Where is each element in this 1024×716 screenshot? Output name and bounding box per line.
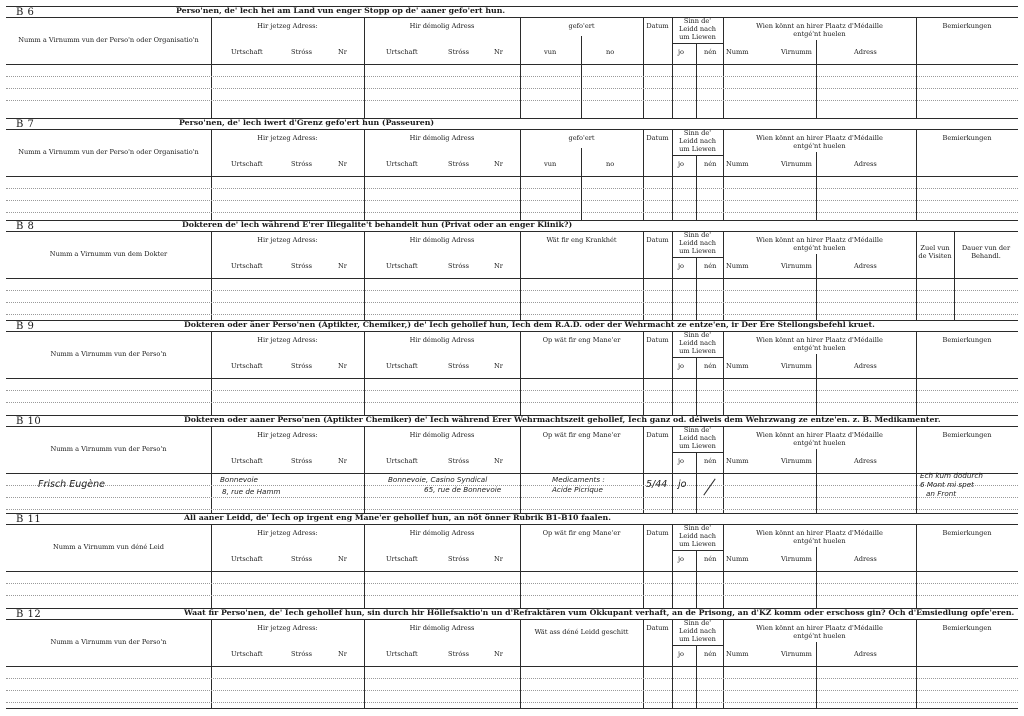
- header-rule: [6, 17, 1018, 18]
- write-in-line: [6, 188, 1018, 189]
- current-address-label: Hir jetzeg Adress:: [257, 529, 318, 537]
- column-divider: [211, 427, 212, 513]
- entry-remarks-3: an Front: [926, 489, 957, 498]
- write-in-line: [6, 88, 1018, 89]
- suffered-label-1: Sinn de': [683, 524, 712, 532]
- yes-label: jo: [678, 457, 685, 465]
- suffered-label-1: Sinn de': [683, 129, 712, 137]
- section-code: B 12: [16, 609, 42, 620]
- column-divider: [520, 18, 521, 118]
- address-label: Adress: [854, 457, 877, 465]
- write-in-line: [6, 290, 1018, 291]
- no-label: nén: [704, 48, 717, 56]
- sheet-bottom-rule: [6, 708, 1018, 709]
- data-area-rule: [6, 473, 1018, 474]
- name-column-label: Numm a Virnumm vun dem Dokter: [49, 250, 168, 258]
- number-label: Nr: [494, 555, 503, 563]
- no-label: nén: [704, 362, 717, 370]
- yes-no-divider: [696, 645, 697, 708]
- header-rule: [6, 129, 1018, 130]
- suffered-label-1: Sinn de': [683, 331, 712, 339]
- form-section-11: [6, 513, 1018, 608]
- last-name-label: Numm: [726, 262, 749, 270]
- section-title: All aaner Leidd, de' Iech op irgent eng Mane'er gehollef hun, an nöt önner Rubrik B1-B10 faalen.: [184, 513, 611, 522]
- section-code: B 11: [16, 514, 42, 525]
- form-section-8: [6, 220, 1018, 320]
- entry-remarks-1: Ech kum dodurch: [920, 471, 983, 480]
- first-name-label: Virnumm: [781, 362, 812, 370]
- no-label: nén: [704, 457, 717, 465]
- then-address-label: Hir démolig Adress: [409, 336, 475, 344]
- suffered-label-2: Leidd nach: [678, 532, 717, 540]
- place-label: Urtschaft: [386, 262, 418, 270]
- then-address-label: Hir démolig Adress: [409, 22, 475, 30]
- no-label: nén: [704, 262, 717, 270]
- place-label: Urtschaft: [386, 362, 418, 370]
- street-label: Stróss: [291, 160, 313, 168]
- column-divider: [643, 232, 644, 320]
- header-rule: [6, 331, 1018, 332]
- number-label: Nr: [338, 48, 347, 56]
- witness-label-2: entgé'nt huelen: [793, 142, 846, 150]
- column-divider: [520, 130, 521, 220]
- column-divider: [211, 18, 212, 118]
- form-section-9: [6, 320, 1018, 415]
- from-label: vun: [544, 160, 557, 168]
- witness-label-2: entgé'nt huelen: [793, 632, 846, 640]
- remarks-label: Bemierkungen: [942, 529, 992, 537]
- yes-no-divider: [696, 155, 697, 220]
- suffered-label-3: um Liewen: [679, 247, 716, 255]
- header-rule: [6, 524, 1018, 525]
- place-label: Urtschaft: [231, 48, 263, 56]
- place-label: Urtschaft: [386, 457, 418, 465]
- date-label: Datum: [646, 134, 669, 142]
- data-area-rule: [6, 278, 1018, 279]
- date-label: Datum: [646, 22, 669, 30]
- purpose-label: Op wät fir eng Mane'er: [542, 431, 621, 439]
- write-in-line: [6, 583, 1018, 584]
- section-code: B 7: [16, 119, 35, 130]
- number-label: Nr: [338, 362, 347, 370]
- street-label: Stróss: [448, 160, 470, 168]
- first-name-label: Virnumm: [781, 160, 812, 168]
- led-label: gefo'ert: [568, 134, 595, 142]
- led-label: gefo'ert: [568, 22, 595, 30]
- address-label: Adress: [854, 650, 877, 658]
- place-label: Urtschaft: [231, 555, 263, 563]
- witness-label-1: Wien könnt an hirer Plaatz d'Médaille: [756, 236, 883, 244]
- form-section-12: [6, 608, 1018, 708]
- address-label: Adress: [854, 160, 877, 168]
- witness-label-1: Wien könnt an hirer Plaatz d'Médaille: [756, 431, 883, 439]
- first-name-label: Virnumm: [781, 555, 812, 563]
- entry-means-2: Acide Picrique: [552, 485, 603, 494]
- street-label: Stróss: [291, 555, 313, 563]
- yes-no-divider: [696, 452, 697, 513]
- number-label: Nr: [338, 555, 347, 563]
- address-label: Adress: [854, 362, 877, 370]
- suffered-label-3: um Liewen: [679, 33, 716, 41]
- then-address-label: Hir démolig Adress: [409, 624, 475, 632]
- column-divider: [211, 232, 212, 320]
- suffered-label-2: Leidd nach: [678, 339, 717, 347]
- data-area-rule: [6, 571, 1018, 572]
- suffered-sub-rule: [672, 357, 723, 358]
- section-title: Perso'nen, de' lech iwert d'Grenz gefo'ert hun (Passeuren): [179, 118, 435, 127]
- number-label: Nr: [338, 262, 347, 270]
- write-in-line: [6, 200, 1018, 201]
- write-in-line: [6, 100, 1018, 101]
- section-top-rule: [6, 118, 1018, 119]
- witness-label-2: entgé'nt huelen: [793, 344, 846, 352]
- number-label: Nr: [338, 650, 347, 658]
- yes-label: jo: [678, 555, 685, 563]
- suffered-sub-rule: [672, 645, 723, 646]
- street-label: Stróss: [291, 262, 313, 270]
- from-to-divider: [581, 36, 582, 118]
- then-address-label: Hir démolig Adress: [409, 134, 475, 142]
- yes-no-divider: [696, 357, 697, 415]
- place-label: Urtschaft: [386, 555, 418, 563]
- name-column-label: Numm a Virnumm vun der Perso'n: [50, 445, 167, 453]
- suffered-sub-rule: [672, 452, 723, 453]
- yes-label: jo: [678, 650, 685, 658]
- last-name-label: Numm: [726, 48, 749, 56]
- yes-label: jo: [678, 48, 685, 56]
- entry-date: 5/44: [646, 479, 668, 490]
- entry-suffered: jo: [678, 479, 687, 490]
- witness-divider: [816, 354, 817, 415]
- street-label: Stróss: [291, 457, 313, 465]
- header-rule: [6, 619, 1018, 620]
- no-label: nén: [704, 555, 717, 563]
- suffered-sub-rule: [672, 550, 723, 551]
- name-column-label: Numm a Virnumm vun déné Leid: [53, 543, 164, 551]
- street-label: Stróss: [448, 555, 470, 563]
- witness-divider: [816, 547, 817, 608]
- column-divider: [916, 18, 917, 118]
- to-label: no: [606, 48, 615, 56]
- name-column-label: Numm a Virnumm vun der Perso'n: [50, 638, 167, 646]
- street-label: Stróss: [448, 650, 470, 658]
- data-area-rule: [6, 176, 1018, 177]
- witness-label-2: entgé'nt huelen: [793, 439, 846, 447]
- address-label: Adress: [854, 262, 877, 270]
- number-label: Nr: [338, 160, 347, 168]
- column-divider: [916, 620, 917, 708]
- no-label: nén: [704, 650, 717, 658]
- street-label: Stróss: [291, 48, 313, 56]
- witness-label-1: Wien könnt an hirer Plaatz d'Médaille: [756, 529, 883, 537]
- address-label: Adress: [854, 48, 877, 56]
- write-in-line: [6, 314, 1018, 315]
- column-divider: [520, 232, 521, 320]
- column-divider: [364, 130, 365, 220]
- current-address-label: Hir jetzeg Adress:: [257, 336, 318, 344]
- purpose-label: Op wät fir eng Mane'er: [542, 336, 621, 344]
- section-code: B 10: [16, 416, 42, 427]
- witness-label-1: Wien könnt an hirer Plaatz d'Médaille: [756, 134, 883, 142]
- suffered-label-2: Leidd nach: [678, 137, 717, 145]
- write-in-line: [6, 678, 1018, 679]
- name-column-label: Numm a Virnumm vun der Perso'n: [50, 350, 167, 358]
- place-label: Urtschaft: [386, 160, 418, 168]
- write-in-line: [6, 509, 1018, 510]
- suffered-sub-rule: [672, 257, 723, 258]
- yes-label: jo: [678, 160, 685, 168]
- suffered-label-3: um Liewen: [679, 442, 716, 450]
- then-address-label: Hir démolig Adress: [409, 529, 475, 537]
- name-column-label: Numm a Virnumm vun der Perso'n oder Organisatio'n: [18, 36, 199, 44]
- witness-label-2: entgé'nt huelen: [793, 244, 846, 252]
- purpose-label: Op wät fir eng Mane'er: [542, 529, 621, 537]
- place-label: Urtschaft: [231, 650, 263, 658]
- column-divider: [364, 232, 365, 320]
- entry-name: Frisch Eugène: [38, 479, 105, 490]
- then-address-label: Hir démolig Adress: [409, 431, 475, 439]
- current-address-label: Hir jetzeg Adress:: [257, 624, 318, 632]
- visit-count-label: Zuel vun de Visiten: [918, 244, 952, 260]
- number-label: Nr: [338, 457, 347, 465]
- current-address-label: Hir jetzeg Adress:: [257, 22, 318, 30]
- column-divider: [643, 130, 644, 220]
- remarks-label: Bemierkungen: [942, 22, 992, 30]
- write-in-line: [6, 402, 1018, 403]
- date-label: Datum: [646, 529, 669, 537]
- number-label: Nr: [494, 362, 503, 370]
- data-area-rule: [6, 378, 1018, 379]
- column-divider: [643, 620, 644, 708]
- remarks-label: Bemierkungen: [942, 431, 992, 439]
- first-name-label: Virnumm: [781, 650, 812, 658]
- suffered-label-1: Sinn de': [683, 426, 712, 434]
- suffered-label-1: Sinn de': [683, 619, 712, 627]
- witness-divider: [816, 449, 817, 513]
- address-label: Adress: [854, 555, 877, 563]
- date-label: Datum: [646, 336, 669, 344]
- current-address-label: Hir jetzeg Adress:: [257, 236, 318, 244]
- street-label: Stróss: [291, 362, 313, 370]
- write-in-line: [6, 390, 1018, 391]
- write-in-line: [6, 485, 1018, 486]
- form-section-6: [6, 6, 1018, 118]
- column-divider: [211, 620, 212, 708]
- suffered-label-3: um Liewen: [679, 635, 716, 643]
- section-code: B 6: [16, 7, 35, 18]
- write-in-line: [6, 302, 1018, 303]
- place-label: Urtschaft: [386, 48, 418, 56]
- number-label: Nr: [494, 457, 503, 465]
- section-code: B 9: [16, 321, 35, 332]
- write-in-line: [6, 595, 1018, 596]
- place-label: Urtschaft: [231, 160, 263, 168]
- entry-slash-mark: [703, 479, 715, 496]
- street-label: Stróss: [291, 650, 313, 658]
- data-area-rule: [6, 64, 1018, 65]
- place-label: Urtschaft: [231, 262, 263, 270]
- data-area-rule: [6, 666, 1018, 667]
- place-label: Urtschaft: [231, 362, 263, 370]
- number-label: Nr: [494, 160, 503, 168]
- entry-remarks-2: 6 Mont mi spet: [920, 480, 974, 489]
- yes-no-divider: [696, 257, 697, 320]
- yes-label: jo: [678, 262, 685, 270]
- witness-label-1: Wien könnt an hirer Plaatz d'Médaille: [756, 22, 883, 30]
- section-title: Dokteren de' lech während E'rer Illegalite't behandelt hun (Privat oder an enger Klinik?): [182, 220, 573, 229]
- first-name-label: Virnumm: [781, 262, 812, 270]
- witness-divider: [816, 40, 817, 118]
- remarks-label: Bemierkungen: [942, 134, 992, 142]
- how-went-label: Wät ass déné Leidd geschitt: [534, 628, 629, 636]
- write-in-line: [6, 690, 1018, 691]
- entry-current-place: Bonnevoie: [220, 475, 258, 484]
- suffered-label-3: um Liewen: [679, 540, 716, 548]
- date-label: Datum: [646, 236, 669, 244]
- column-divider: [916, 130, 917, 220]
- yes-no-divider: [696, 43, 697, 118]
- write-in-line: [6, 497, 1018, 498]
- header-rule: [6, 231, 1018, 232]
- suffered-sub-rule: [672, 155, 723, 156]
- last-name-label: Numm: [726, 160, 749, 168]
- write-in-line: [6, 76, 1018, 77]
- column-divider: [364, 620, 365, 708]
- place-label: Urtschaft: [231, 457, 263, 465]
- street-label: Stróss: [448, 362, 470, 370]
- suffered-label-1: Sinn de': [683, 17, 712, 25]
- write-in-line: [6, 702, 1018, 703]
- yes-label: jo: [678, 362, 685, 370]
- number-label: Nr: [494, 48, 503, 56]
- from-label: vun: [544, 48, 557, 56]
- form-section-10: [6, 415, 1018, 513]
- first-name-label: Virnumm: [781, 48, 812, 56]
- column-divider: [643, 427, 644, 513]
- suffered-label-3: um Liewen: [679, 145, 716, 153]
- section-top-rule: [6, 6, 1018, 7]
- write-in-line: [6, 212, 1018, 213]
- remarks-label: Bemierkungen: [942, 624, 992, 632]
- witness-label-1: Wien könnt an hirer Plaatz d'Médaille: [756, 336, 883, 344]
- column-divider: [211, 130, 212, 220]
- last-name-label: Numm: [726, 650, 749, 658]
- suffered-label-2: Leidd nach: [678, 239, 717, 247]
- suffered-label-1: Sinn de': [683, 231, 712, 239]
- form-section-7: [6, 118, 1018, 220]
- number-label: Nr: [494, 650, 503, 658]
- entry-then-address-2: 65, rue de Bonnevoie: [424, 485, 502, 494]
- column-divider: [364, 18, 365, 118]
- number-label: Nr: [494, 262, 503, 270]
- yes-no-divider: [696, 550, 697, 608]
- remarks-label: Bemierkungen: [942, 336, 992, 344]
- section-title: Dokteren oder äner Perso'nen (Aptikter, Chemiker,) de' Iech gehollef hun, Iech dem R.A.D. oder der Wehrmacht ze entze'en, ir Der Ere Stellongsbefehl kruet.: [184, 320, 875, 329]
- current-address-label: Hir jetzeg Adress:: [257, 431, 318, 439]
- last-name-label: Numm: [726, 457, 749, 465]
- then-address-label: Hir démolig Adress: [409, 236, 475, 244]
- name-column-label: Numm a Virnumm vun der Perso'n oder Organisatio'n: [18, 148, 199, 156]
- section-title: Perso'nen, de' lech hei am Land vun enger Stopp op de' aaner gefo'ert hun.: [176, 6, 506, 15]
- entry-current-street: 8, rue de Hamm: [222, 487, 281, 496]
- column-divider: [364, 427, 365, 513]
- witness-label-1: Wien könnt an hirer Plaatz d'Médaille: [756, 624, 883, 632]
- street-label: Stróss: [448, 48, 470, 56]
- suffered-label-2: Leidd nach: [678, 434, 717, 442]
- place-label: Urtschaft: [386, 650, 418, 658]
- from-to-divider: [581, 148, 582, 220]
- street-label: Stróss: [448, 262, 470, 270]
- last-name-label: Numm: [726, 555, 749, 563]
- witness-divider: [816, 152, 817, 220]
- date-label: Datum: [646, 431, 669, 439]
- street-label: Stróss: [448, 457, 470, 465]
- date-label: Datum: [646, 624, 669, 632]
- column-divider: [916, 427, 917, 513]
- entry-means-1: Medicaments :: [552, 475, 605, 484]
- witness-label-2: entgé'nt huelen: [793, 30, 846, 38]
- section-title: Waat fir Perso'nen, de' Iech gehollef hun, sin durch hir Höllefsaktio'n un d'Refraktären vum Okkupant verhaft, an de Prisong, an d'KZ komm oder erschoss gin? Och d'Emsiedlung opfe'eren.: [184, 608, 1015, 617]
- section-code: B 8: [16, 221, 35, 232]
- to-label: no: [606, 160, 615, 168]
- current-address-label: Hir jetzeg Adress:: [257, 134, 318, 142]
- suffered-label-2: Leidd nach: [678, 25, 717, 33]
- treatment-duration-label: Dauer vun der Behandl.: [961, 244, 1011, 260]
- suffered-label-3: um Liewen: [679, 347, 716, 355]
- section-title: Dokteren oder aaner Perso'nen (Aptikter Chemiker) de' Iech während Erer Wehrmachtszeit gehollef, Iech ganz od. délweis dem Wehrzwang ze entze'en. z. B. Medikamenter.: [184, 415, 941, 424]
- suffered-label-2: Leidd nach: [678, 627, 717, 635]
- witness-divider: [816, 642, 817, 708]
- entry-then-address-1: Bonnevoie, Casino Syndical: [388, 475, 488, 484]
- header-rule: [6, 426, 1018, 427]
- first-name-label: Virnumm: [781, 457, 812, 465]
- last-name-label: Numm: [726, 362, 749, 370]
- no-label: nén: [704, 160, 717, 168]
- witness-label-2: entgé'nt huelen: [793, 537, 846, 545]
- column-divider: [643, 18, 644, 118]
- witness-divider: [816, 254, 817, 320]
- column-divider: [520, 427, 521, 513]
- suffered-sub-rule: [672, 43, 723, 44]
- illness-label: Wät fir eng Krankhét: [546, 236, 617, 244]
